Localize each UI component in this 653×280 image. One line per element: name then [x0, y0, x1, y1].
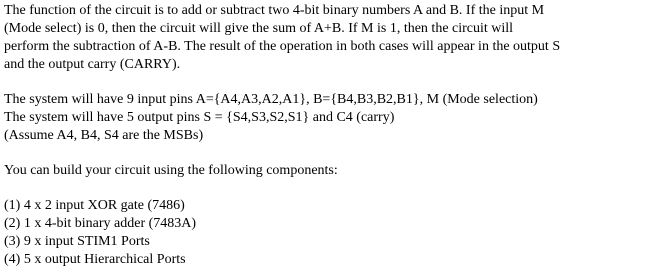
paragraph-gap	[4, 74, 650, 91]
text-line: and the output carry (CARRY).	[4, 57, 181, 72]
text-line: perform the subtraction of A-B. The result of the operation in both cases will appear in the output S	[4, 39, 561, 54]
paragraph-gap	[4, 145, 650, 162]
list-item: (2) 1 x 4-bit binary adder (7483A)	[4, 216, 197, 231]
circuit-function-paragraph	[4, 2, 650, 74]
list-item: (3) 9 x input STIM1 Ports	[4, 234, 150, 249]
text-line: (Assume A4, B4, S4 are the MSBs)	[4, 128, 204, 143]
text-line: You can build your circuit using the following components:	[4, 163, 338, 178]
components-list	[4, 197, 650, 269]
problem-statement	[4, 2, 650, 269]
text-line: The system will have 5 output pins S = {S4,S3,S2,S1} and C4 (carry)	[4, 110, 395, 125]
pins-paragraph	[4, 91, 650, 145]
paragraph-gap	[4, 180, 650, 197]
text-line: The function of the circuit is to add or subtract two 4-bit binary numbers A and B. If the input M	[4, 3, 545, 18]
text-line: (Mode select) is 0, then the circuit will give the sum of A+B. If M is 1, then the circuit will	[4, 21, 514, 36]
text-line: The system will have 9 input pins A={A4,A3,A2,A1}, B={B4,B3,B2,B1}, M (Mode selection)	[4, 92, 538, 107]
list-item: (4) 5 x output Hierarchical Ports	[4, 252, 186, 267]
list-item: (1) 4 x 2 input XOR gate (7486)	[4, 198, 185, 213]
components-intro-paragraph	[4, 162, 650, 180]
